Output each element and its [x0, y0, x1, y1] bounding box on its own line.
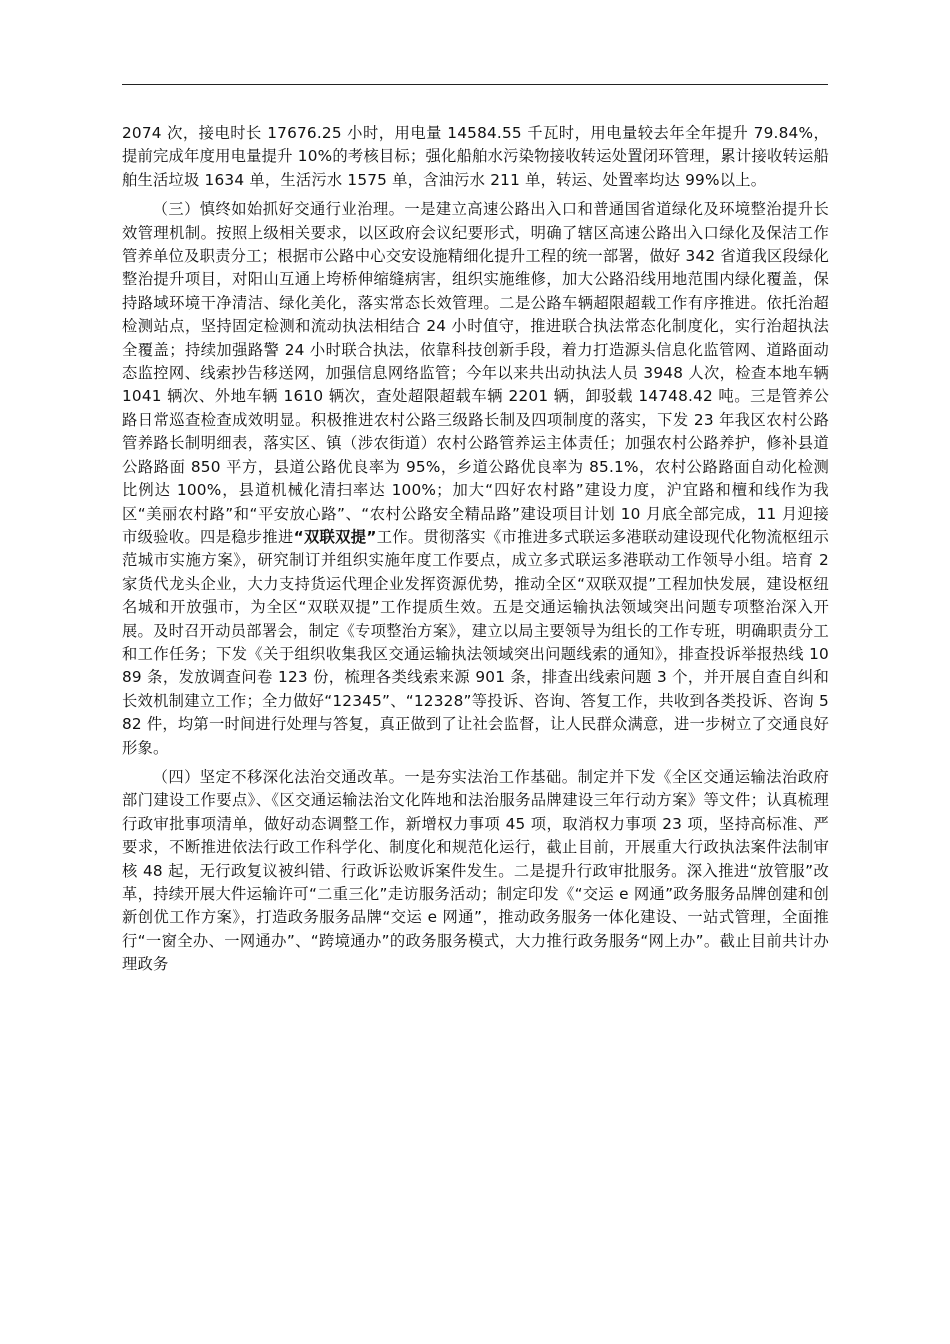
document-body [122, 122, 829, 977]
text-segment: （四）坚定不移深化法治交通改革。一是夯实法治工作基础。制定并下发《全区交通运输法治政府部门建设工作要点》、《区交通运输法治文化阵地和法治服务品牌建设三年行动方案》等文件；认真梳理行政审批事项清单，做好动态调整工作，新增权力事项 45 项，取消权力事项 23 项，坚持高标准、严要求，不断推进依法行政工作科学化、制度化和规范化运行，截止目前，开展重大行政执法案件法制审核 48 起，无行政复议被纠错、行政诉讼败诉案件发生。二是提升行政审批服务。深入推进“放管服”改革，持续开展大件运输许可“二重三化”走访服务活动；制定印发《“交运 e 网通”政务服务品牌创建和创新创优工作方案》，打造政务服务品牌“交运 e 网通”，推动政务服务一体化建设、一站式管理，全面推行“一窗全办、一网通办”、“跨境通办”的政务服务模式，大力推行政务服务“网上办”。截止目前共计办理政务 [122, 767, 829, 974]
text-segment: （三）慎终如始抓好交通行业治理。一是建立高速公路出入口和普通国省道绿化及环境整治提升长效管理机制。按照上级相关要求，以区政府会议纪要形式，明确了辖区高速公路出入口绿化及保洁工作管养单位及职责分工；根据市公路中心交安设施精细化提升工程的统一部署，做好 342 省道我区段绿化整治提升项目，对阳山互通上垮桥伸缩缝病害，组织实施维修，加大公路沿线用地范围内绿化覆盖，保持路域环境干净清洁、绿化美化，落实常态长效管理。二是公路车辆超限超载工作有序推进。依托治超检测站点，坚持固定检测和流动执法相结合 24 小时值守，推进联合执法常态化制度化，实行治超执法全覆盖；持续加强路警 24 小时联合执法，依靠科技创新手段，着力打造源头信息化监管网、道路面动态监控网、线索抄告移送网，加强信息网络监管；今年以来共出动执法人员 3948 人次，检查本地车辆 1041 辆次、外地车辆 1610 辆次，查处超限超载车辆 2201 辆，卸驳载 14748.42 吨。三是管养公路日常巡查检查成效明显。积极推进农村公路三级路长制及四项制度的落实，下发 23 年我区农村公路管养路长制明细表，落实区、镇（涉农街道）农村公路管养运主体责任；加强农村公路养护，修补县道公路路面 850 平方，县道公路优良率为 95%，乡道公路优良率为 85.1%，农村公路路面自动化检测比例达 100%，县道机械化清扫率达 100%；加大“四好农村路”建设力度，沪宜路和檀和线作为我区“美丽农村路”和“平安放心路”、“农村公路安全精品路”建设项目计划 10 月底全部完成，11 月迎接市级验收。四是稳步推进 [122, 200, 829, 546]
paragraph-section-4 [122, 766, 829, 977]
text-segment: 2074 次，接电时长 17676.25 小时，用电量 14584.55 千瓦时，用电量较去年全年提升 79.84%，提前完成年度用电量提升 10%的考核目标；强化船舶水污染物接收转运处置闭环管理，累计接收转运船舶生活垃圾 1634 单，生活污水 1575 单，含油污水 211 单，转运、处置率均达 99%以上。 [122, 124, 829, 189]
bold-text-segment: “双联双提” [293, 527, 377, 546]
header-rule [122, 84, 828, 85]
text-segment: 工作。贯彻落实《市推进多式联运多港联动建设现代化物流枢纽示范城市实施方案》，研究制订并组织实施年度工作要点，成立多式联运多港联动工作领导小组。培育 2 家货代龙头企业，大力支持货运代理企业发挥资源优势，推动全区“双联双提”工程加快发展，建设枢纽名城和开放强市，为全区“双联双提”工作提质生效。五是交通运输执法领域突出问题专项整治深入开展。及时召开动员部署会，制定《专项整治方案》，建立以局主要领导为组长的工作专班，明确职责分工和工作任务；下发《关于组织收集我区交通运输执法领域突出问题线索的通知》，排查投诉举报热线 1089 条，发放调查问卷 123 份，梳理各类线索来源 901 条，排查出线索问题 3 个，并开展自查自纠和长效机制建立工作；全力做好“12345”、“12328”等投诉、咨询、答复工作，共收到各类投诉、咨询 582 件，均第一时间进行处理与答复，真正做到了让社会监督，让人民群众满意，进一步树立了交通良好形象。 [122, 527, 829, 757]
paragraph-continuation [122, 122, 829, 192]
paragraph-section-3 [122, 198, 829, 760]
